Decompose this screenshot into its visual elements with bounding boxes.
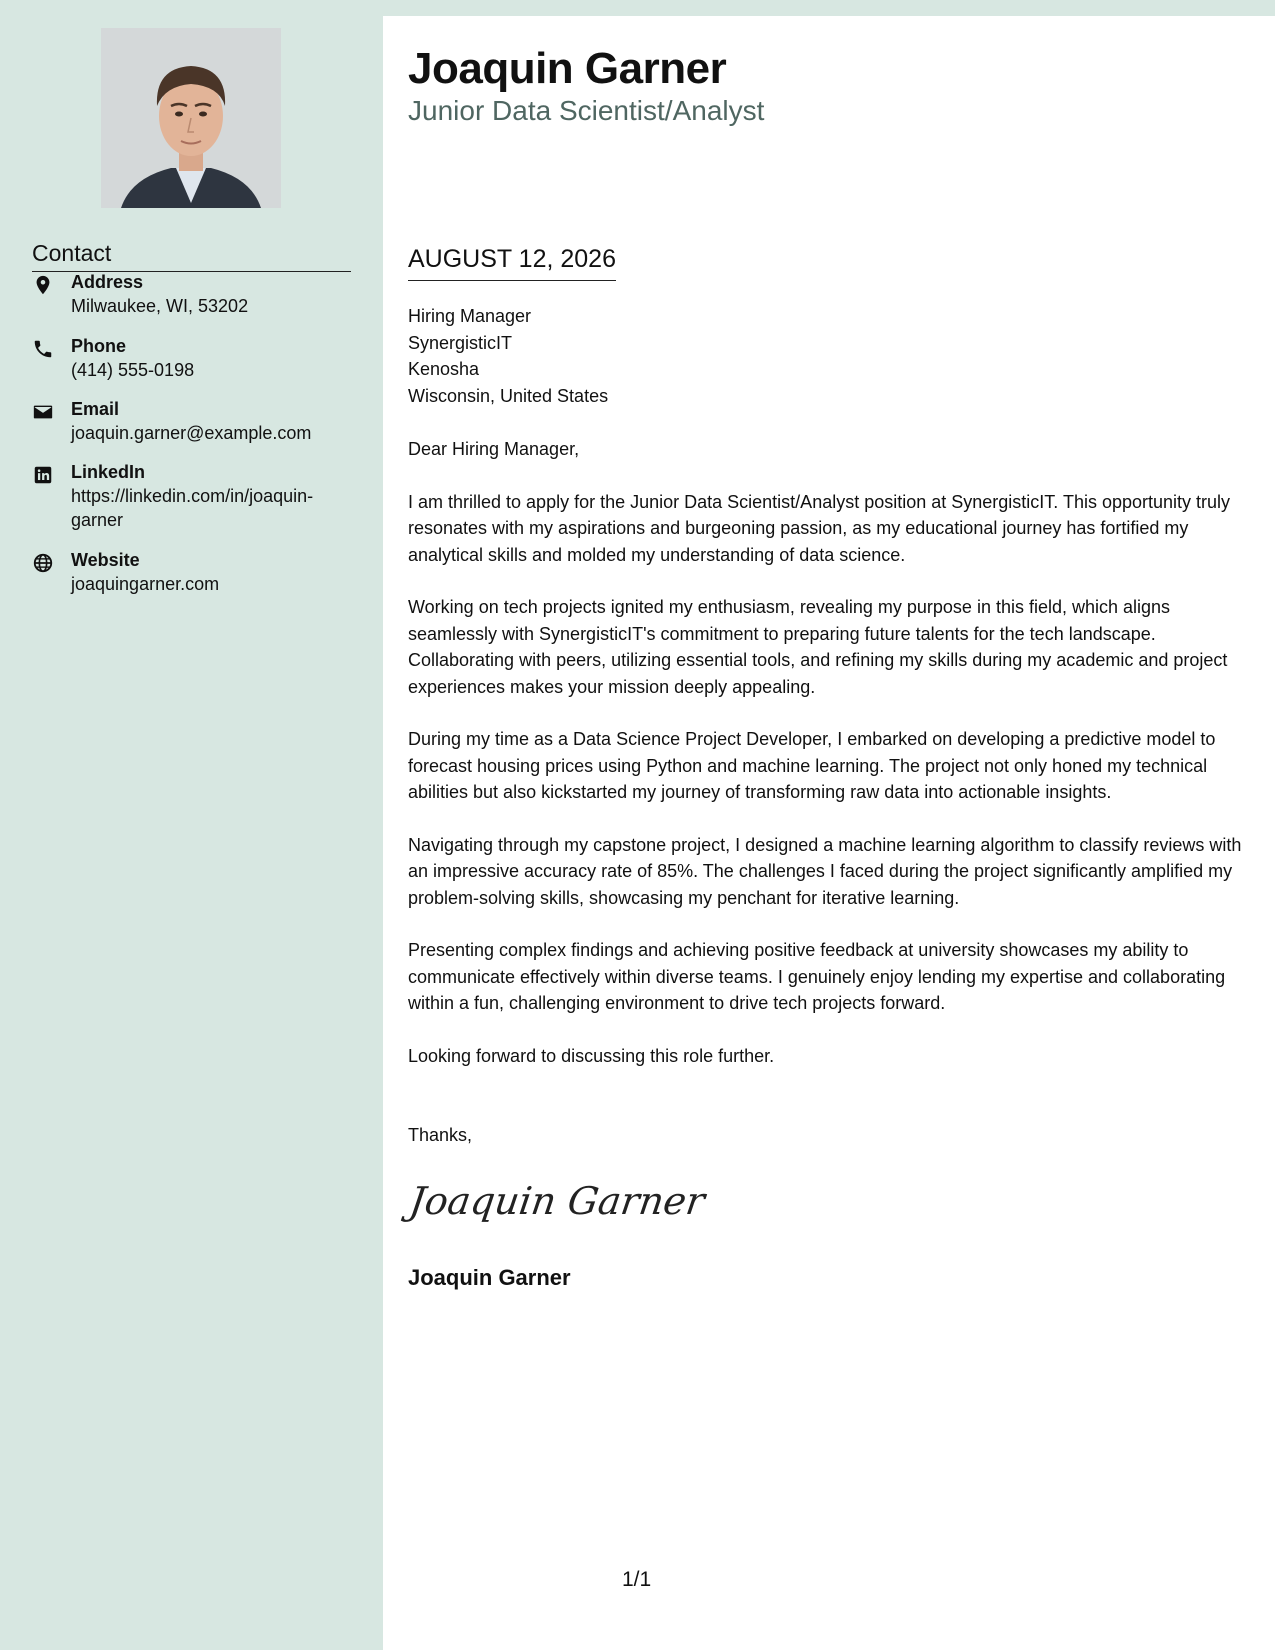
signer-name: Joaquin Garner <box>408 1265 571 1290</box>
signature-text: Joaquin Garner <box>406 1180 708 1224</box>
linkedin-icon <box>32 464 54 486</box>
contact-item-email <box>32 397 352 447</box>
body-paragraph: Working on tech projects ignited my enthusiasm, revealing my purpose in this field, which aligns seamlessly with SynergisticIT's commitment to preparing future talents for the tech landscape. Collaborating with peers, utilizing essential tools, and refining my skills during my academic and project experiences makes your mission deeply appealing. <box>408 597 1228 697</box>
closing: Thanks, <box>408 1125 473 1145</box>
letter-body <box>408 436 1250 1095</box>
contact-label: Email <box>71 399 120 419</box>
contact-value: (414) 555-0198 <box>71 360 195 380</box>
contact-label: Address <box>71 272 144 292</box>
applicant-name: Joaquin Garner <box>408 44 727 93</box>
recipient-block <box>408 303 608 409</box>
recipient-line: SynergisticIT <box>408 332 513 353</box>
body-paragraph: Navigating through my capstone project, I designed a machine learning algorithm to classify reviews with an impressive accuracy rate of 85%. The challenges I faced during the project significantly amplified my problem-solving skills, showcasing my penchant for iterative learning. <box>408 834 1242 908</box>
contact-value: joaquingarner.com <box>71 574 220 594</box>
body-paragraph: Presenting complex findings and achieving positive feedback at university showcases my ability to communicate effectively within diverse teams. I genuinely enjoy lending my expertise and collaborating within a fun, challenging environment to drive tech projects forward. <box>408 940 1226 1013</box>
page-number: 1/1 <box>622 1568 652 1591</box>
recipient-line: Kenosha <box>408 359 480 379</box>
sidebar <box>0 0 383 1650</box>
body-paragraph: During my time as a Data Science Project Developer, I embarked on developing a predictive model to forecast housing prices using Python and machine learning. The project not only honed my technical abilities but also kickstarted my journey of transforming raw data into actionable insights. <box>408 729 1216 802</box>
contact-item-linkedin <box>32 460 352 534</box>
contact-label: Phone <box>71 336 127 356</box>
contact-value: joaquin.garner@example.com <box>71 423 312 443</box>
contact-section-title: Contact <box>32 240 351 272</box>
map-pin-icon <box>32 274 54 296</box>
contact-value: https://linkedin.com/in/joaquin-garner <box>71 486 314 530</box>
handwritten-signature <box>406 1172 708 1232</box>
envelope-icon <box>32 401 54 423</box>
globe-icon <box>32 552 54 574</box>
contact-label: LinkedIn <box>71 462 146 482</box>
profile-photo <box>101 28 281 208</box>
contact-label: Website <box>71 550 140 570</box>
salutation: Dear Hiring Manager, <box>408 439 580 459</box>
phone-icon <box>32 338 54 360</box>
recipient-line: Wisconsin, United States <box>408 385 609 406</box>
contact-value: Milwaukee, WI, 53202 <box>71 296 249 316</box>
contact-item-address <box>32 270 352 320</box>
body-paragraph: I am thrilled to apply for the Junior Data Scientist/Analyst position at SynergisticIT. This opportunity truly resonates with my aspirations and burgeoning passion, as my educational journey has fortified my analytical skills and molded my understanding of data science. <box>408 491 1231 565</box>
contact-item-website <box>32 548 352 598</box>
contact-item-phone <box>32 334 352 384</box>
recipient-line: Hiring Manager <box>408 306 532 326</box>
applicant-title: Junior Data Scientist/Analyst <box>408 95 765 126</box>
letter-date: AUGUST 12, 2026 <box>408 244 616 281</box>
body-paragraph: Looking forward to discussing this role further. <box>408 1045 775 1066</box>
